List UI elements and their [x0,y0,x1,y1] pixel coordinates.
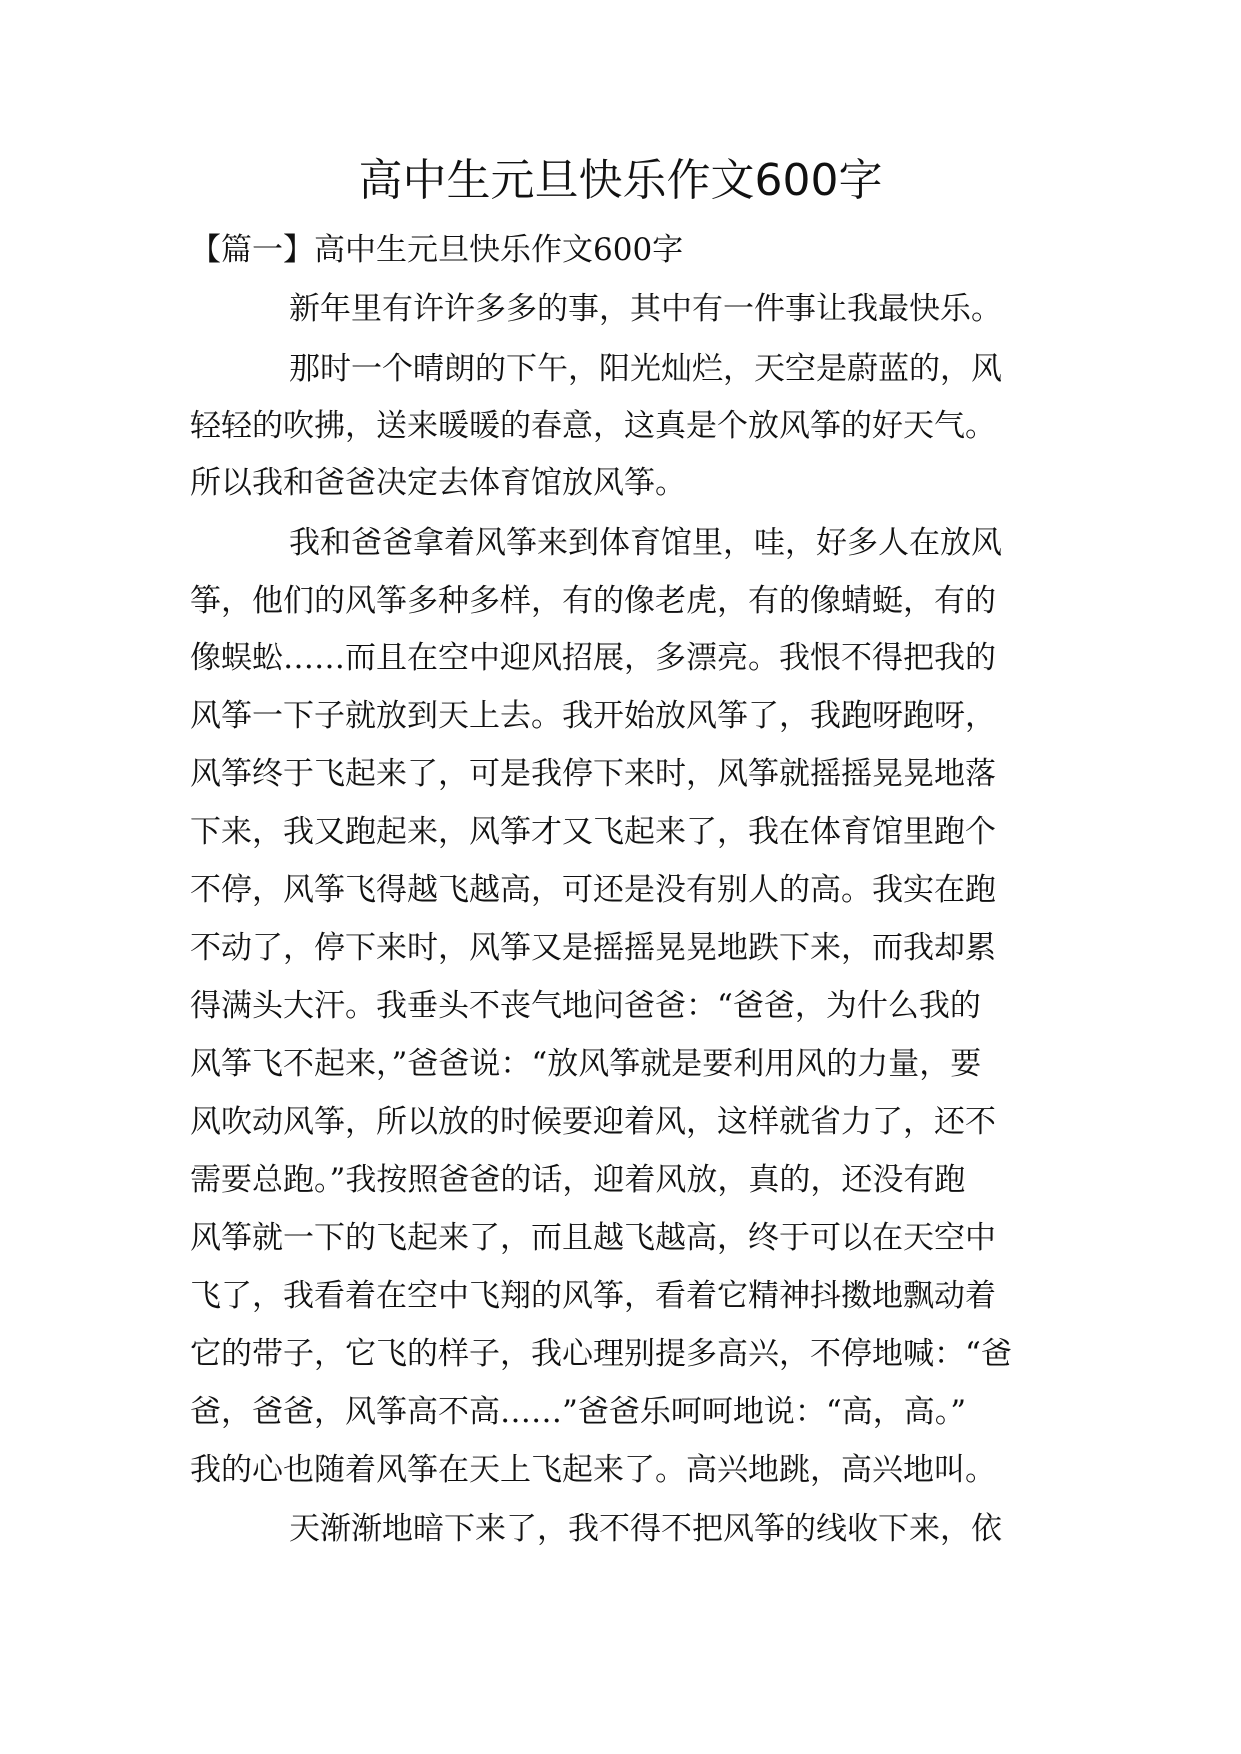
paragraph-line: 不停，风筝飞得越飞越高，可还是没有别人的高。我实在跑 [190,872,996,908]
paragraph-line: 飞了，我看着在空中飞翔的风筝，看着它精神抖擞地飘动着 [190,1278,996,1314]
paragraph-line: 风筝终于飞起来了，可是我停下来时，风筝就摇摇晃晃地落 [190,756,996,792]
paragraph-line: 那时一个晴朗的下午，阳光灿烂，天空是蔚蓝的，风 [289,351,1002,387]
paragraph-line: 不动了，停下来时，风筝又是摇摇晃晃地跌下来，而我却累 [190,930,996,966]
paragraph-line: 所以我和爸爸决定去体育馆放风筝。 [190,465,686,501]
paragraph-line: 它的带子，它飞的样子，我心理别提多高兴，不停地喊：“爸 [190,1336,1012,1372]
paragraph-line: 像蜈蚣……而且在空中迎风招展，多漂亮。我恨不得把我的 [190,640,996,676]
page-title: 高中生元旦快乐作文600字 [358,155,883,206]
paragraph-line: 得满头大汗。我垂头不丧气地问爸爸：“爸爸，为什么我的 [190,988,981,1024]
section-heading: 【篇一】高中生元旦快乐作文600字 [190,232,684,268]
paragraph-line: 轻轻的吹拂，送来暖暖的春意，这真是个放风筝的好天气。 [190,408,996,444]
paragraph-line: 我和爸爸拿着风筝来到体育馆里，哇，好多人在放风 [289,525,1002,561]
paragraph-line: 新年里有许许多多的事，其中有一件事让我最快乐。 [289,291,1002,327]
paragraph-line: 风吹动风筝，所以放的时候要迎着风，这样就省力了，还不 [190,1104,996,1140]
paragraph-line: 下来，我又跑起来，风筝才又飞起来了，我在体育馆里跑个 [190,814,996,850]
paragraph-line: 风筝就一下的飞起来了，而且越飞越高，终于可以在天空中 [190,1220,996,1256]
paragraph-line: 需要总跑。”我按照爸爸的话，迎着风放，真的，还没有跑 [190,1162,966,1198]
paragraph-line: 筝，他们的风筝多种多样，有的像老虎，有的像蜻蜓，有的 [190,583,996,619]
paragraph-line: 天渐渐地暗下来了，我不得不把风筝的线收下来，依 [289,1511,1002,1547]
paragraph-line: 风筝飞不起来，”爸爸说：“放风筝就是要利用风的力量，要 [190,1046,982,1082]
paragraph-line: 风筝一下子就放到天上去。我开始放风筝了，我跑呀跑呀， [190,698,996,734]
paragraph-line: 爸，爸爸，风筝高不高……”爸爸乐呵呵地说：“高，高。” [190,1394,967,1430]
paragraph-line: 我的心也随着风筝在天上飞起来了。高兴地跳，高兴地叫。 [190,1452,996,1488]
